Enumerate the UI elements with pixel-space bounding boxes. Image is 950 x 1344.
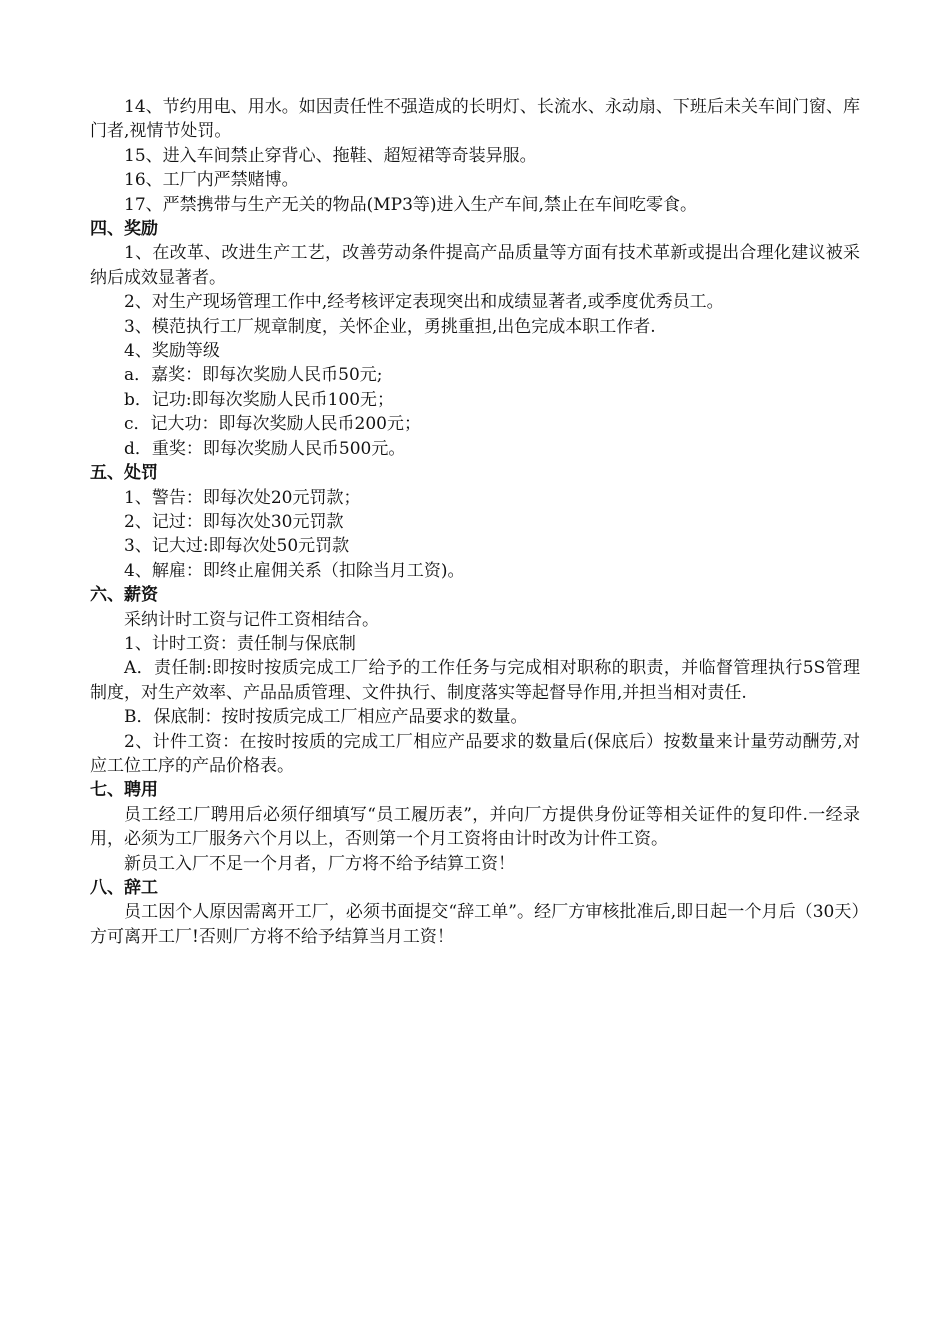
section-heading-rewards: 四、奖励	[90, 219, 158, 240]
reward-level-a: a．嘉奖：即每次奖励人民币50元;	[124, 365, 383, 386]
reward-level-d: d．重奖：即每次奖励人民币500元。	[124, 438, 406, 459]
penalty-item-1: 1、警告：即每次处20元罚款；	[124, 487, 361, 508]
resignation-paragraph: 员工因个人原因需离开工厂，必须书面提交“辞工单”。经厂方审核批准后,即日起一个月后（30天）方可离开工厂!否则厂方将不给予结算当月工资！	[90, 902, 860, 947]
reward-item-4: 4、奖励等级	[124, 341, 220, 362]
salary-item-1a: A．责任制:即按时按质完成工厂给予的工作任务与完成相对职称的职责，并临督管理执行5S管理制度，对生产效率、产品品质管理、文件执行、制度落实等起督导作用,并担当相对责任.	[90, 658, 860, 703]
section-heading-resignation: 八、辞工	[90, 878, 158, 898]
section-heading-salary: 六、薪资	[90, 585, 158, 606]
salary-item-1: 1、计时工资：责任制与保底制	[124, 633, 356, 654]
hiring-paragraph-2: 新员工入厂不足一个月者，厂方将不给予结算工资！	[124, 853, 515, 874]
reward-level-c: c．记大功：即每次奖励人民币200元；	[124, 414, 421, 435]
document-page	[90, 95, 860, 949]
rule-17: 17、严禁携带与生产无关的物品(MP3等)进入生产车间,禁止在车间吃零食。	[124, 194, 697, 215]
salary-intro: 采纳计时工资与记件工资相结合。	[124, 609, 379, 630]
salary-item-2: 2、计件工资：在按时按质的完成工厂相应产品要求的数量后(保底后）按数量来计量劳动酬劳,对应工位工序的产品价格表。	[90, 731, 860, 776]
hiring-paragraph-1: 员工经工厂聘用后必须仔细填写“员工履历表”，并向厂方提供身份证等相关证件的复印件.一经录用，必须为工厂服务六个月以上，否则第一个月工资将由计时改为计件工资。	[90, 804, 860, 850]
penalty-item-2: 2、记过：即每次处30元罚款	[124, 511, 344, 532]
reward-item-3: 3、模范执行工厂规章制度，关怀企业，勇挑重担,出色完成本职工作者.	[124, 316, 656, 337]
reward-item-1: 1、在改革、改进生产工艺，改善劳动条件提高产品质量等方面有技术革新或提出合理化建议被采纳后成效显著者。	[90, 243, 860, 288]
rule-15: 15、进入车间禁止穿背心、拖鞋、超短裙等奇装异服。	[124, 145, 537, 166]
rule-14: 14、节约用电、用水。如因责任性不强造成的长明灯、长流水、永动扇、下班后未关车间门窗、库门者,视情节处罚。	[90, 97, 860, 142]
penalty-item-4: 4、解雇：即终止雇佣关系（扣除当月工资)。	[124, 560, 465, 581]
salary-item-1b: B．保底制：按时按质完成工厂相应产品要求的数量。	[124, 707, 528, 728]
section-heading-penalties: 五、处罚	[90, 463, 158, 484]
rule-16: 16、工厂内严禁赌博。	[124, 170, 299, 191]
reward-level-b: b．记功:即每次奖励人民币100无；	[124, 389, 395, 410]
reward-item-2: 2、对生产现场管理工作中,经考核评定表现突出和成绩显著者,或季度优秀员工。	[124, 292, 724, 313]
section-heading-hiring: 七、聘用	[90, 780, 158, 801]
penalty-item-3: 3、记大过:即每次处50元罚款	[124, 536, 350, 557]
